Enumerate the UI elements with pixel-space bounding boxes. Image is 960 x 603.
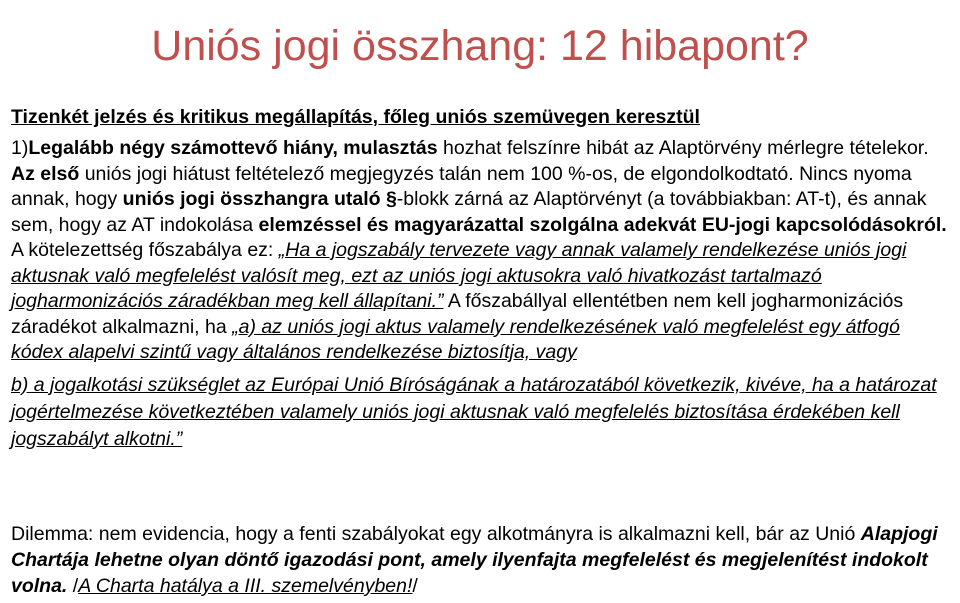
text-run: A kötelezettség főszabálya ez: [11, 239, 279, 261]
text-run: -blokk zárná az Alaptörvényt (a továbbiakban: AT-t), és annak sem, hogy az AT indokolása [11, 188, 927, 236]
dilemma-paragraph [11, 521, 951, 599]
eu-conformity-emphasis: uniós jogi összhangra utaló § [122, 188, 397, 210]
text-run: uniós jogi hiátust feltételező megjegyzés talán nem 100 %-os, de elgondolkodtató. Nincs nyoma annak, hogy [11, 162, 912, 210]
analysis-emphasis: elemzéssel és magyarázattal szolgálna adekvát EU-jogi kapcsolódásokról. [258, 213, 947, 236]
main-rule-quote: „Ha a jogszabály tervezete vagy annak valamely rendelkezése uniós jogi aktusnak való megfelelést valósít meg, ezt az uniós jogi aktusokra való hivatkozást tartalmazó jogharmonizációs záradékban meg kell állapítani.” [11, 239, 907, 312]
exception-a-quote: „a) az uniós jogi aktus valamely rendelkezésének való megfelelést egy átfogó kódex alapelvi szintű vagy általános rendelkezése biztosítja, vagy [11, 315, 900, 363]
text-run: hozhat felszínre hibát az Alaptörvény mérlegre tételekor. [437, 137, 929, 159]
slide-title: Uniós jogi összhang: 12 hibapont? [151, 22, 809, 70]
slide-subtitle: Tizenkét jelzés és kritikus megállapítás, főleg uniós szemüvegen keresztül [11, 106, 700, 128]
exception-b-quote: b) a jogalkotási szükséglet az Európai Unió Bíróságának a határozatából következik, kivéve, ha a határozat jogértelmezése következtében valamely uniós jogi aktusnak való megfelelés biztosítása érdekében kell jogszabályt alkotni.” [11, 373, 937, 450]
charter-emphasis: Alapjogi Chartája lehetne olyan döntő igazodási pont, amely ilyenfajta megfelelést és megjelenítést indokolt volna. [11, 523, 938, 597]
text-run: Dilemma: nem evidencia, hogy a fenti szabályokat egy alkotmányra is alkalmazni kell, bár az Unió [11, 523, 861, 545]
item-number: 1) [11, 137, 29, 159]
text-run: / [412, 575, 418, 597]
missing-items-emphasis: Legalább négy számottevő hiány, mulasztás [28, 137, 438, 159]
text-run: / [67, 575, 79, 597]
first-emphasis: Az első [11, 162, 80, 185]
main-paragraph [11, 136, 951, 453]
charter-scope-note: A Charta hatálya a III. szemelvényben! [78, 575, 413, 597]
text-run: A főszabállyal ellentétben nem kell jogharmonizációs záradékot alkalmazni, ha [11, 290, 904, 338]
